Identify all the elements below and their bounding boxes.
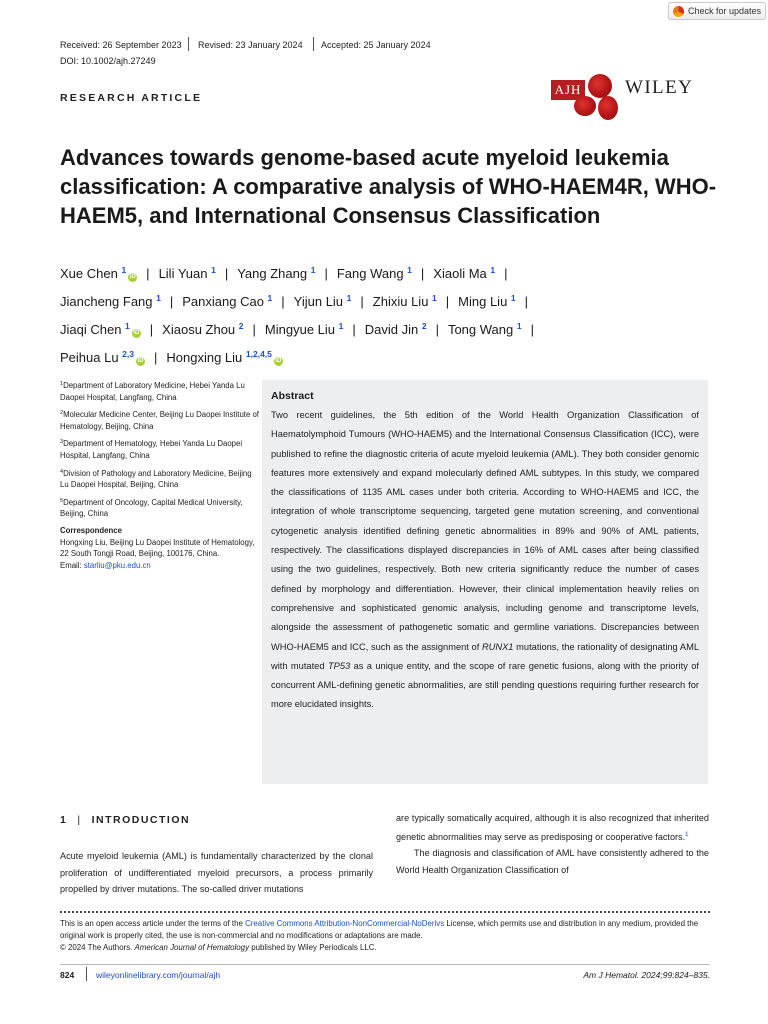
orcid-icon[interactable]: iD: [275, 358, 282, 364]
orcid-icon[interactable]: iD: [137, 358, 144, 364]
intro-paragraph: [396, 810, 709, 845]
orcid-icon[interactable]: iD: [129, 274, 136, 280]
affiliation-ref[interactable]: 1: [338, 321, 344, 331]
license-notice: [60, 918, 715, 954]
divider: |: [77, 814, 82, 826]
email-label: Email:: [60, 560, 84, 570]
author-list: [60, 258, 720, 370]
affiliation-number: 5: [60, 497, 64, 504]
divider: [188, 37, 189, 51]
affiliation-item: $^2$Molecular Medicine Center, Beijing Lu Daopei Institute of Hematology, Beijing, China: [60, 410, 259, 431]
section-title: INTRODUCTION: [91, 814, 191, 826]
blood-cell-icon: [574, 96, 596, 116]
divider: [313, 37, 314, 51]
author-name[interactable]: Ming Liu $^1$: [458, 293, 516, 309]
abstract-text-part: mutations, the rationality of designating AML with mutated: [271, 641, 699, 671]
revised-date: Revised: 23 January 2024: [198, 40, 303, 50]
affiliation-list: [60, 379, 260, 520]
author-name[interactable]: Yang Zhang $^1$: [237, 265, 316, 281]
author-separator: |: [149, 322, 154, 337]
copyright-text: published by Wiley Periodicals LLC.: [249, 943, 377, 952]
check-for-updates-button[interactable]: [668, 2, 766, 20]
affiliation-ref[interactable]: 2,3: [122, 349, 134, 359]
article-title: Advances towards genome-based acute myeloid leukemia classification: A comparative analysis of WHO-HAEM4R, WHO-HAEM5, and International Consensus Classification: [60, 145, 717, 228]
affiliation-ref[interactable]: 1: [432, 293, 437, 303]
received-date: Received: 26 September 2023: [60, 40, 182, 50]
affiliation-item: $^5$Department of Oncology, Capital Medical University, Beijing, China: [60, 497, 243, 519]
affiliation-ref[interactable]: 2: [421, 321, 427, 331]
affiliation-ref[interactable]: 1: [125, 321, 130, 331]
blood-cell-icon: [588, 74, 612, 98]
author-name[interactable]: Xue Chen $^1$iD: [60, 265, 136, 281]
license-link[interactable]: Creative Commons Attribution-NonCommercial-NoDerivs: [245, 919, 445, 928]
author-separator: |: [252, 322, 256, 337]
author-separator: |: [420, 266, 425, 281]
footer-rule: [60, 964, 710, 965]
affiliation-ref[interactable]: 1: [407, 265, 412, 275]
affiliation-ref[interactable]: 2: [238, 321, 244, 331]
intro-column-right: [396, 810, 709, 879]
abstract-text-part: as a unique entity, and the scope of rare genetic fusions, along with the priority of concurrent AML-defining genetic abnormalities, are still pending questions requiring further research for more elucidated insights.: [271, 660, 699, 710]
affiliation-ref[interactable]: 1: [156, 293, 161, 303]
license-text-part: This is an open access article under the terms of the: [60, 919, 246, 928]
author-name[interactable]: Jiancheng Fang $^1$: [60, 293, 161, 309]
affiliation-ref[interactable]: 1: [346, 293, 352, 303]
author-name[interactable]: Lili Yuan $^1$: [158, 265, 216, 281]
author-line: [60, 342, 720, 370]
journal-name: American Journal of Hematology: [134, 943, 250, 952]
author-name[interactable]: Tong Wang $^1$: [447, 321, 522, 337]
affiliation-number: 4: [60, 468, 64, 475]
affiliation-item: $^3$Department of Hematology, Hebei Yanda Lu Daopei Hospital, Langfang, China: [60, 439, 243, 460]
author-name[interactable]: Jiaqi Chen $^1$iD: [60, 321, 140, 337]
correspondence-text: Hongxing Liu, Beijing Lu Daopei Institute of Hematology, 22 South Tongji Road, Beijing, 100176, China.: [60, 537, 255, 559]
author-separator: |: [435, 322, 439, 337]
gene-name: TP53: [327, 660, 351, 671]
author-name[interactable]: Zhixiu Liu $^1$: [372, 293, 437, 309]
abstract-box: [262, 380, 708, 784]
author-separator: |: [524, 294, 529, 309]
author-separator: |: [530, 322, 534, 337]
email-link[interactable]: starliu@pku.edu.cn: [83, 560, 151, 570]
journal-url-link[interactable]: wileyonlinelibrary.com/journal/ajh: [96, 970, 221, 980]
affiliation-number: 1: [60, 381, 64, 387]
author-line: [60, 258, 720, 286]
author-name[interactable]: David Jin $^2$: [364, 321, 427, 337]
section-number: 1: [60, 814, 68, 826]
affiliation-number: 3: [60, 439, 64, 446]
author-name[interactable]: Peihua Lu $^{2,3}$iD: [60, 349, 144, 365]
copyright: [60, 942, 715, 954]
citation: Am J Hematol. 2024;99:824–835.: [583, 970, 710, 980]
section-heading-introduction: [60, 814, 190, 826]
license-divider: [60, 911, 710, 913]
affiliation-ref[interactable]: 1: [310, 265, 316, 275]
author-name[interactable]: Xiaoli Ma $^1$: [433, 265, 496, 281]
intro-paragraph-left: Acute myeloid leukemia (AML) is fundamentally characterized by the clonal proliferation of undifferentiated myeloid precursors, a process primarily propelled by driver mutations. The so-called driver mutations: [60, 851, 373, 895]
page-number: 824: [60, 970, 75, 980]
abstract-text: [271, 406, 699, 715]
correspondence-email-line: [60, 560, 260, 572]
author-separator: |: [352, 322, 356, 337]
license-text: [60, 918, 715, 942]
author-separator: |: [169, 294, 174, 309]
affiliation-ref[interactable]: 1: [211, 265, 216, 275]
author-separator: |: [281, 294, 285, 309]
crossmark-icon: [673, 6, 684, 17]
author-name[interactable]: Yijun Liu $^1$: [293, 293, 352, 309]
author-name[interactable]: Panxiang Cao $^1$: [182, 293, 273, 309]
author-name[interactable]: Hongxing Liu $^{1,2,4,5}$iD: [166, 349, 282, 365]
publisher-logo: WILEY: [625, 77, 694, 98]
paragraph-text: are typically somatically acquired, although it is also recognized that inherited genetic abnormalities may serve as predisposing or cooperative factors.: [396, 813, 709, 842]
abstract-heading: Abstract: [271, 390, 314, 402]
affiliation-ref[interactable]: 1,2,4,5: [245, 349, 272, 359]
affiliation-item: $^1$Department of Laboratory Medicine, Hebei Yanda Lu Daopei Hospital, Langfang, China: [60, 381, 245, 402]
author-line: [60, 314, 720, 342]
author-name[interactable]: Xiaosu Zhou $^2$: [162, 321, 244, 337]
author-separator: |: [504, 266, 508, 281]
copyright-text: © 2024 The Authors.: [60, 943, 135, 952]
affiliation-ref[interactable]: 1: [121, 265, 127, 275]
author-separator: |: [224, 266, 229, 281]
check-for-updates-label: Check for updates: [688, 6, 762, 16]
divider: [86, 967, 87, 981]
author-separator: |: [146, 266, 150, 281]
author-separator: |: [154, 350, 158, 365]
orcid-icon[interactable]: iD: [133, 330, 140, 336]
license-text-part: License, which permits use and distribution in any medium, provided the original work is properly cited, the use is non-commercial and no modifications or adaptations are made.: [60, 919, 699, 940]
doi: DOI: 10.1002/ajh.27249: [60, 56, 156, 66]
affiliation-number: 2: [60, 410, 64, 417]
author-separator: |: [360, 294, 364, 309]
gene-name: RUNX1: [481, 641, 514, 652]
author-separator: |: [445, 294, 450, 309]
author-name[interactable]: Fang Wang $^1$: [336, 265, 412, 281]
affiliation-ref[interactable]: 1: [490, 265, 496, 275]
reference-link[interactable]: 1: [685, 831, 689, 838]
affiliations: [60, 379, 260, 571]
affiliation-ref[interactable]: 1: [510, 293, 516, 303]
affiliation-item: $^4$Division of Pathology and Laboratory Medicine, Beijing Lu Daopei Hospital, Beijing, China: [60, 468, 252, 490]
accepted-date: Accepted: 25 January 2024: [321, 40, 431, 50]
abstract-text-part: Two recent guidelines, the 5th edition of the World Health Organization Classification of Haematolymphoid Tumours (WHO-HAEM5) and the International Consensus Classification (ICC), were published to refine the diagnostic criteria of acute myeloid leukemia (AML). They both consider genomic features more extensively and expand molecularly defined AML subtypes. In this study, we compared the classifications of 1135 AML cases under both criteria. According to WHO-HAEM5 and ICC, the integration of whole transcriptome sequencing, targeted gene mutation screening, and conventional cytogenetic analysis identified defining genetic abnormalities in 89% and 90% of AML patients, respectively. The classifications displayed discrepancies in 16% of AML cases after being classified using the two guidelines, respectively. Both new criteria significantly reduce the number of cases defined by morphology and differentiation. However, their clinical implementation heavily relies on comprehensive and sophisticated genomic analysis, including genome and transcriptome levels, alongside the assessment of pathogenetic somatic and germline variations. Discrepancies between WHO-HAEM5 and ICC, such as the assignment of: [271, 410, 699, 652]
journal-logo: AJH: [551, 80, 585, 100]
blood-cell-icon: [598, 96, 618, 120]
author-name[interactable]: Mingyue Liu $^1$: [264, 321, 344, 337]
affiliation-ref[interactable]: 1: [267, 293, 273, 303]
author-separator: |: [324, 266, 328, 281]
intro-paragraph: The diagnosis and classification of AML have consistently adhered to the World Health Organization Classification of: [396, 848, 709, 876]
author-line: [60, 286, 720, 314]
correspondence-heading: Correspondence: [60, 525, 122, 535]
affiliation-ref[interactable]: 1: [516, 321, 522, 331]
article-type: RESEARCH ARTICLE: [60, 92, 203, 104]
